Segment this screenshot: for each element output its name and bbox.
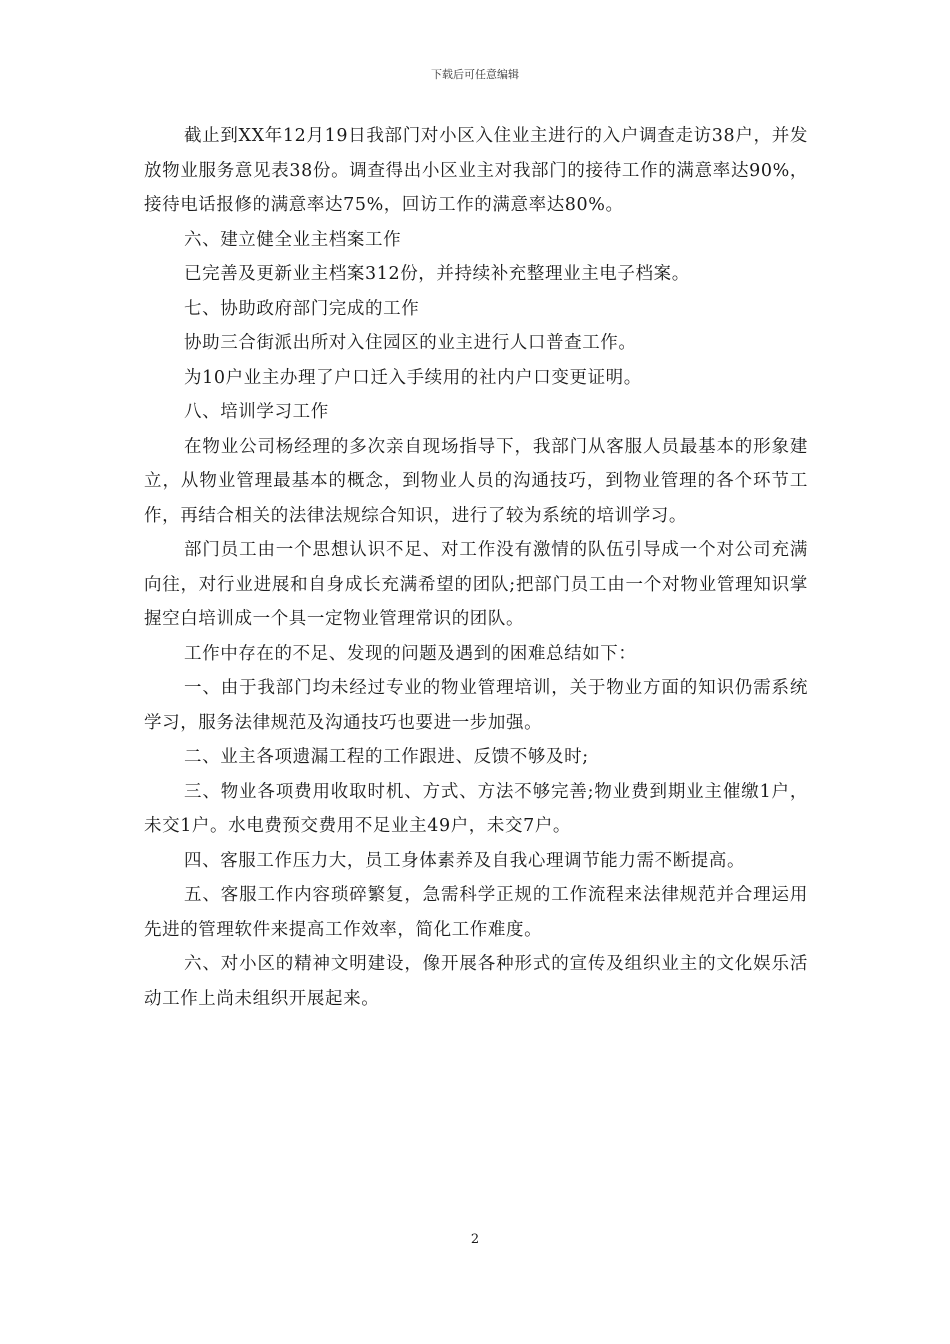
section-heading-owner-archives: 六、建立健全业主档案工作 <box>184 229 402 250</box>
paragraph-shortcoming-5: 五、客服工作内容琐碎繁复，急需科学正规的工作流程来法律规范并合理运用先进的管理软件来提高工作效率，简化工作难度。 <box>144 885 808 940</box>
page-header-note: 下载后可任意编辑 <box>431 68 519 81</box>
paragraph-shortcoming-6: 六、对小区的精神文明建设，像开展各种形式的宣传及组织业主的文化娱乐活动工作上尚未组织开展起来。 <box>144 954 808 1009</box>
paragraph-shortcoming-1: 一、由于我部门均未经过专业的物业管理培训，关于物业方面的知识仍需系统学习，服务法律规范及沟通技巧也要进一步加强。 <box>144 678 808 733</box>
page-number: 2 <box>470 1232 480 1247</box>
paragraph-census-assistance: 协助三合街派出所对入住园区的业主进行人口普查工作。 <box>184 333 637 353</box>
section-heading-training: 八、培训学习工作 <box>184 402 329 422</box>
paragraph-shortcoming-4: 四、客服工作压力大，员工身体素养及自我心理调节能力需不断提高。 <box>184 850 746 871</box>
paragraph-shortcomings-intro: 工作中存在的不足、发现的问题及遇到的困难总结如下： <box>184 643 637 664</box>
paragraph-team-growth: 部门员工由一个思想认识不足、对工作没有激情的队伍引导成一个对公司充满向往，对行业进展和自身成长充满希望的团队;把部门员工由一个对物业管理知识掌握空白培训成一个具一定物业管理常识的团队。 <box>144 540 808 629</box>
paragraph-owner-archives: 已完善及更新业主档案312份，并持续补充整理业主电子档案。 <box>184 264 690 284</box>
paragraph-shortcoming-2: 二、业主各项遗漏工程的工作跟进、反馈不够及时; <box>184 747 589 767</box>
section-heading-government-assistance: 七、协助政府部门完成的工作 <box>184 298 420 319</box>
paragraph-shortcoming-3: 三、物业各项费用收取时机、方式、方法不够完善;物业费到期业主催缴1户，未交1户。水电费预交费用不足业主49户，未交7户。 <box>144 781 808 836</box>
paragraph-household-registration: 为10户业主办理了户口迁入手续用的社内户口变更证明。 <box>184 367 642 388</box>
paragraph-survey-results: 截止到XX年12月19日我部门对小区入住业主进行的入户调查走访38户，并发放物业服务意见表38份。调查得出小区业主对我部门的接待工作的满意率达90%，接待电话报修的满意率达75%，回访工作的满意率达80%。 <box>144 126 808 215</box>
paragraph-training-details: 在物业公司杨经理的多次亲自现场指导下，我部门从客服人员最基本的形象建立，从物业管理最基本的概念，到物业人员的沟通技巧，到物业管理的各个环节工作，再结合相关的法律法规综合知识，进行了较为系统的培训学习。 <box>144 436 808 526</box>
document-body <box>144 119 808 1016</box>
